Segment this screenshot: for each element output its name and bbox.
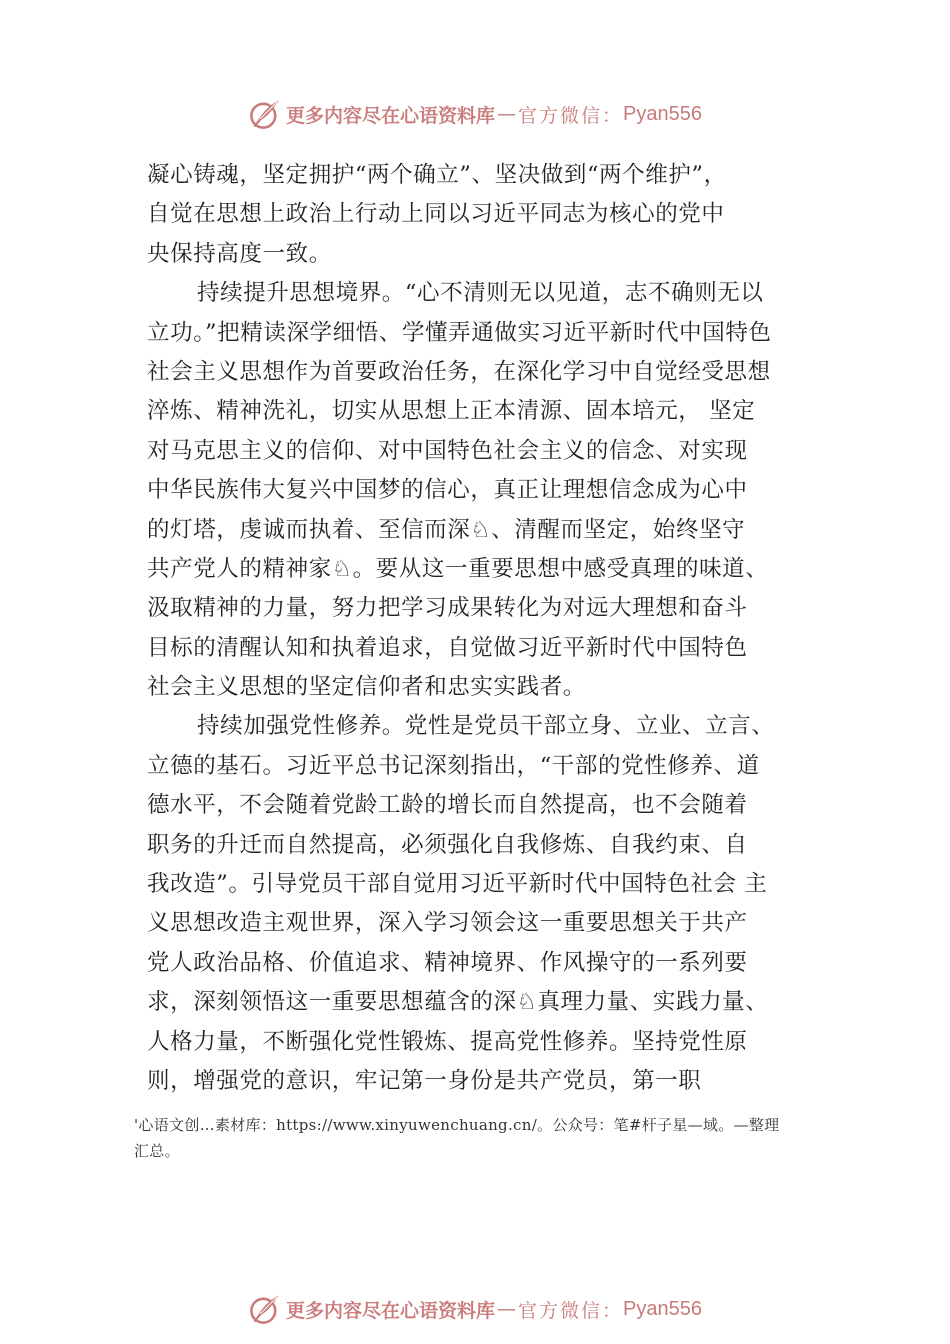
- body-line: 求，深刻领悟这一重要思想蕴含的深♘真理力量、实践力量、: [147, 989, 769, 1016]
- body-line: 央保持高度一致。: [147, 240, 332, 267]
- body-line: 共产党人的精神家♘。要从这一重要思想中感受真理的味道、: [147, 555, 769, 582]
- footnote-line-1: '心语文创…素材库：https://www.xinyuwenchuang.cn/。公众号：笔#杆子星—域。—整理: [134, 1116, 780, 1134]
- body-line: 对马克思主义的信仰、对中国特色社会主义的信念、对实现: [147, 437, 748, 464]
- body-line: 义思想改造主观世界，深入学习领会这一重要思想关于共产: [147, 910, 748, 937]
- feather-pen-logo-icon: [248, 1292, 282, 1326]
- footer-official-label: 官方微信：: [518, 1299, 624, 1322]
- body-line: 汲取精神的力量，努力把学习成果转化为对远大理想和奋斗: [147, 595, 748, 622]
- body-line: 自觉在思想上政治上行动上同以习近平同志为核心的党中: [147, 201, 725, 228]
- footer-dash: —: [497, 1298, 517, 1320]
- body-line: 淬炼、精神洗礼，切实从思想上正本清源、固本培元， 坚定: [147, 398, 756, 425]
- footnote-line-2: 汇总。: [134, 1142, 180, 1160]
- footer-wechat-id: Pyan556: [623, 1297, 702, 1320]
- header-banner: [0, 94, 950, 134]
- body-line: 立德的基石。习近平总书记深刻指出，“干部的党性修养、道: [147, 752, 760, 779]
- body-line: 则，增强党的意识，牢记第一身份是共产党员，第一职: [147, 1067, 702, 1094]
- body-line: 持续加强党性修养。党性是党员干部立身、立业、立言、: [197, 713, 775, 740]
- footer-banner: [0, 1289, 950, 1329]
- feather-pen-logo-icon: [248, 97, 282, 131]
- body-line: 德水平，不会随着党龄工龄的增长而自然提高，也不会随着: [147, 792, 748, 819]
- footer-brand-text: 更多内容尽在心语资料库: [286, 1299, 496, 1322]
- header-official-label: 官方微信：: [518, 104, 624, 127]
- body-line: 的灯塔，虔诚而执着、至信而深♘、清醒而坚定，始终坚守: [147, 516, 746, 543]
- document-body: [147, 156, 837, 1101]
- footnote: [134, 1112, 844, 1164]
- body-line: 社会主义思想作为首要政治任务，在深化学习中自觉经受思想: [147, 358, 771, 385]
- body-line: 立功。”把精读深学细悟、学懂弄通做实习近平新时代中国特色: [147, 319, 772, 346]
- body-line: 目标的清醒认知和执着追求，自觉做习近平新时代中国特色: [147, 634, 748, 661]
- body-line: 职务的升迁而自然提高，必须强化自我修炼、自我约束、自: [147, 831, 748, 858]
- body-line: 社会主义思想的坚定信仰者和忠实实践者。: [147, 674, 586, 701]
- body-line: 中华民族伟大复兴中国梦的信心，真正让理想信念成为心中: [147, 477, 748, 504]
- body-line: 持续提升思想境界。“心不清则无以见道，志不确则无以: [197, 280, 764, 307]
- body-line: 我改造”。引导党员干部自觉用习近平新时代中国特色社会 主: [147, 871, 768, 898]
- header-brand-text: 更多内容尽在心语资料库: [286, 104, 496, 127]
- header-dash: —: [497, 103, 517, 125]
- body-line: 人格力量，不断强化党性锻炼、提高党性修养。坚持党性原: [147, 1028, 748, 1055]
- body-line: 党人政治品格、价值追求、精神境界、作风操守的一系列要: [147, 949, 748, 976]
- header-wechat-id: Pyan556: [623, 102, 702, 125]
- body-line: 凝心铸魂，坚定拥护“两个确立”、坚决做到“两个维护”，: [147, 162, 727, 188]
